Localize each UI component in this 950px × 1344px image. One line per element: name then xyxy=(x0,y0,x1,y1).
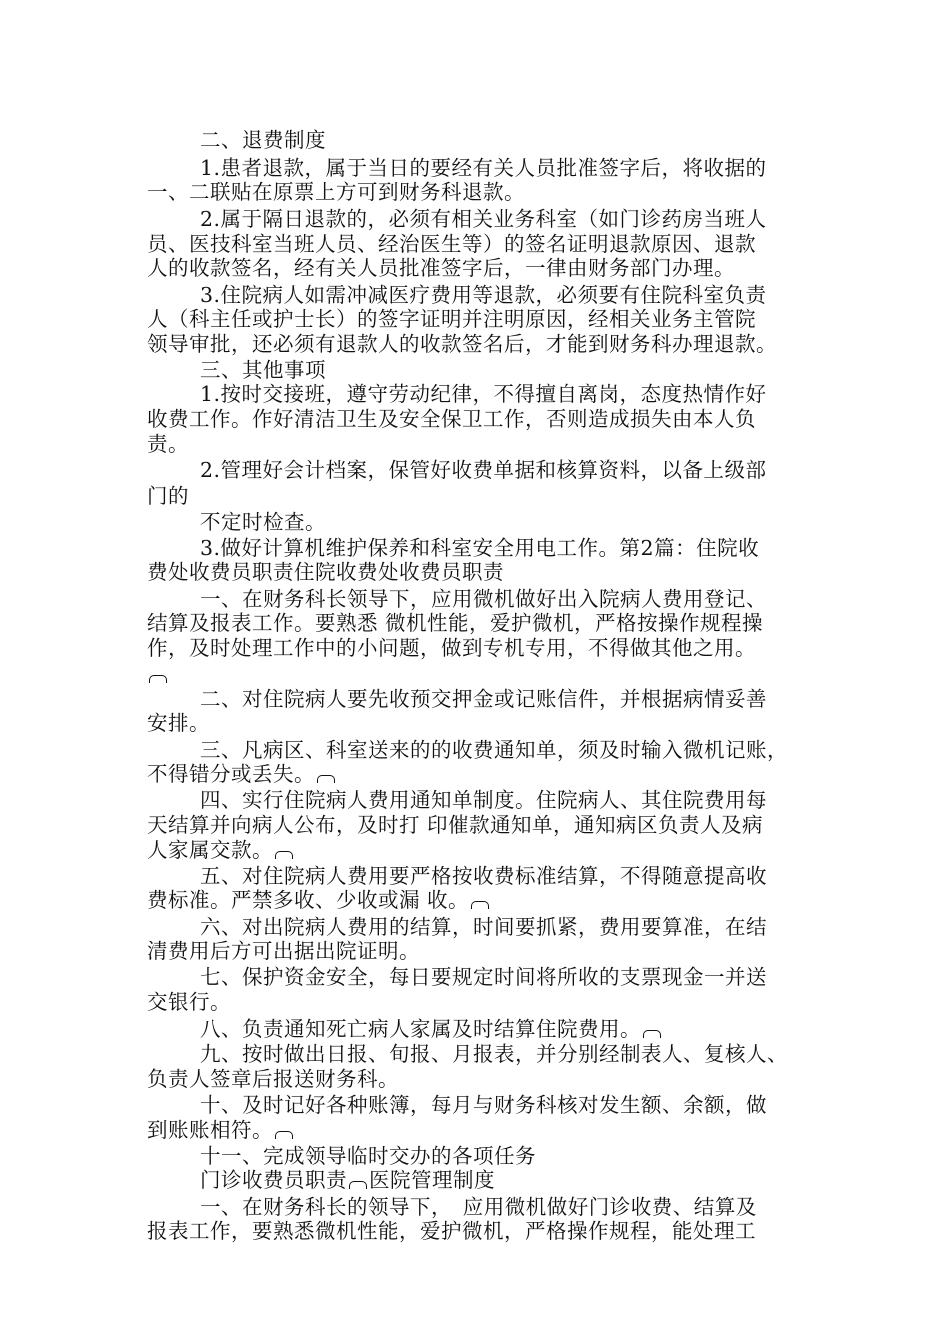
paragraph-line: 员、医技科室当班人员、经治医生等）的签名证明退款原因、退款 xyxy=(147,232,756,256)
section-heading: 二、退费制度 xyxy=(200,128,326,152)
section-heading: 三、其他事项 xyxy=(200,358,326,382)
paragraph-line: 二、对住院病人要先收预交押金或记账信件，并根据病情妥善 xyxy=(200,687,767,711)
paragraph-line: 门的 xyxy=(147,484,189,508)
paragraph-line: 清费用后方可出据出院证明。 xyxy=(147,939,420,963)
paragraph-line: 2.属于隔日退款的，必须有相关业务科室（如门诊药房当班人 xyxy=(200,207,767,231)
paragraph-line: 一、二联贴在原票上方可到财务科退款。 xyxy=(147,180,525,204)
paragraph-line: 结算及报表工作。要熟悉 微机性能，爱护微机，严格按操作规程操 xyxy=(147,611,764,635)
paragraph-line: 3.做好计算机维护保养和科室安全用电工作。第2篇：住院收 xyxy=(200,536,760,560)
paragraph-line: 报表工作，要熟悉微机性能，爱护微机，严格操作规程，能处理工 xyxy=(147,1219,756,1243)
paragraph-line: 交银行。 xyxy=(147,990,231,1014)
bracket-glyph-icon xyxy=(349,1181,367,1189)
paragraph-line: 十、及时记好各种账簿，每月与财务科核对发生额、余额，做 xyxy=(200,1093,767,1117)
bracket-glyph-icon xyxy=(275,851,293,859)
paragraph-line: 门诊收费员职责 医院管理制度 xyxy=(200,1168,495,1192)
paragraph-line: 九、按时做出日报、旬报、月报表，并分别经制表人、复核人、 xyxy=(200,1042,788,1066)
paragraph-line: 安排。 xyxy=(147,711,210,735)
paragraph-line: 责。 xyxy=(147,432,189,456)
paragraph-line: 三、凡病区、科室送来的的收费通知单，须及时输入微机记账， xyxy=(200,738,788,762)
bracket-glyph-icon xyxy=(317,775,335,783)
paragraph-line: 人家属交款。 xyxy=(147,836,295,864)
paragraph-line: 四、实行住院病人费用通知单制度。住院病人、其住院费用每 xyxy=(200,788,767,812)
bracket-glyph-icon xyxy=(149,675,167,683)
paragraph-line: 六、对出院病人费用的结算，时间要抓紧，费用要算准，在结 xyxy=(200,915,767,939)
paragraph-line: 十一、完成领导临时交办的各项任务 xyxy=(200,1144,536,1168)
paragraph-line: 负责人签章后报送财务科。 xyxy=(147,1067,399,1091)
glyph-line xyxy=(147,660,169,688)
paragraph-line: 不定时检查。 xyxy=(200,510,326,534)
paragraph-line: 人（科主任或护士长）的签字证明并注明原因，经相关业务主管院 xyxy=(147,307,756,331)
paragraph-line: 3.住院病人如需冲减医疗费用等退款，必须要有住院科室负责 xyxy=(200,283,767,307)
paragraph-line: 1.按时交接班，遵守劳动纪律，不得擅自离岗，态度热情作好 xyxy=(200,382,767,406)
paragraph-line: 一、在财务科长领导下，应用微机做好出入院病人费用登记、 xyxy=(200,587,767,611)
paragraph-line: 七、保护资金安全，每日要规定时间将所收的支票现金一并送 xyxy=(200,965,767,989)
paragraph-line: 2.管理好会计档案，保管好收费单据和核算资料，以备上级部 xyxy=(200,458,767,482)
paragraph-line: 收费工作。作好清洁卫生及安全保卫工作，否则造成损失由本人负 xyxy=(147,407,756,431)
bracket-glyph-icon xyxy=(275,1131,293,1139)
paragraph-line: 到账账相符。 xyxy=(147,1116,295,1144)
bracket-glyph-icon xyxy=(643,1030,661,1038)
paragraph-line: 人的收款签名，经有关人员批准签字后，一律由财务部门办理。 xyxy=(147,256,735,280)
paragraph-line: 八、负责通知死亡病人家属及时结算住院费用。 xyxy=(200,1015,663,1043)
paragraph-line: 1.患者退款，属于当日的要经有关人员批准签字后，将收据的 xyxy=(200,156,767,180)
paragraph-line: 一、在财务科长的领导下， 应用微机做好门诊收费、结算及 xyxy=(200,1195,757,1219)
paragraph-line: 五、对住院病人费用要严格按收费标准结算，不得随意提高收 xyxy=(200,864,767,888)
paragraph-line: 天结算并向病人公布，及时打 印催款通知单，通知病区负责人及病 xyxy=(147,813,764,837)
paragraph-line: 作，及时处理工作中的小问题，做到专机专用，不得做其他之用。 xyxy=(147,636,756,660)
paragraph-line: 领导审批，还必须有退款人的收款签名后，才能到财务科办理退款。 xyxy=(147,332,777,356)
paragraph-line: 费处收费员职责住院收费处收费员职责 xyxy=(147,560,504,584)
paragraph-line: 费标准。严禁多收、少收或漏 收。 xyxy=(147,886,491,914)
paragraph-line: 不得错分或丢失。 xyxy=(147,760,337,788)
bracket-glyph-icon xyxy=(471,901,489,909)
